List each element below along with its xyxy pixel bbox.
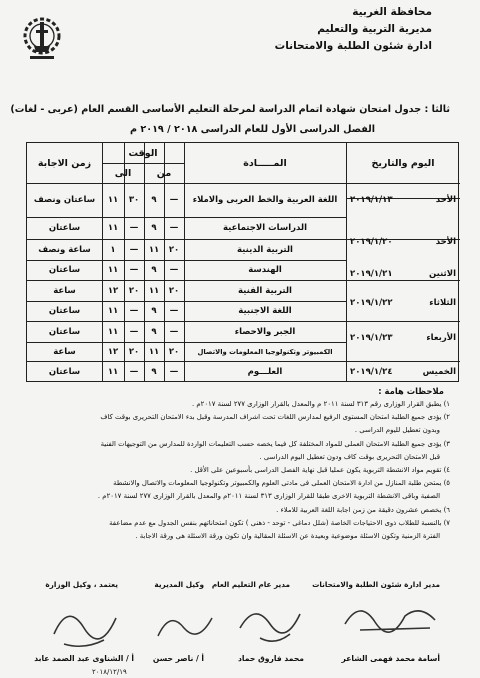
to-hour: ١١	[107, 195, 119, 205]
from-minutes: —	[169, 195, 179, 205]
subject-cell: اللغة الاجنبية	[238, 306, 292, 316]
duration-cell: ساعتان	[48, 223, 81, 233]
note-line: ٥) يمتحن طلبة المنازل من ادارة الامتحان العملى فى مادتى العلوم والكمبيوتر وتكنولوجيا المعلومات والاتصال والانشطة	[113, 479, 450, 488]
directorate-name: مديرية التربية والتعليم	[317, 23, 432, 35]
department-name: ادارة شئون الطلبة والامتحانات	[274, 40, 432, 52]
signature-scribble	[150, 600, 220, 650]
signatory-name: أ / الشناوى عبد الصمد عابد	[34, 654, 134, 663]
from-hour: ٩	[151, 195, 157, 205]
from-minutes: —	[169, 265, 179, 275]
signature-role: يعتمد ، وكيل الوزارة	[45, 580, 118, 589]
day-date-cell	[346, 361, 460, 383]
duration-cell: ساعتان	[48, 265, 81, 275]
signatory-name: أ / ناصر حسن	[152, 654, 204, 663]
signature-scribble	[230, 594, 320, 650]
to-hour: ١١	[107, 306, 119, 316]
note-line: ٣) يؤدى جميع الطلبة الامتحان العملى للمواد المختلفة كل فيما يخصه حسب التعليمات الواردة للمدارس من التوجيهات الفنية	[100, 439, 450, 448]
duration-cell: ساعتان	[48, 306, 81, 316]
note-line: ٢) يؤدى جميع الطلبة امتحان المستوى الرفيع لمدارس اللغات تحت اشراف المدرسة وقبل بدء الامتحان التحريرى بوقت كاف	[100, 413, 450, 422]
day-name: الاثنين	[428, 269, 456, 279]
exam-date: ٢٠١٩/١/٢٠	[350, 237, 393, 247]
exam-schedule-table	[26, 142, 459, 382]
duration-cell: ساعتان	[48, 366, 81, 377]
note-line: ١) يطبق القرار الوزارى رقم ٣١٣ لسنة ٢٠١١ م والمعدل بالقرار الوزارى ٢٧٧ لسنة ٢٠١٧م .	[191, 400, 450, 408]
notes-title: ملاحظات هامة :	[378, 386, 444, 396]
from-hour: ١١	[148, 244, 160, 255]
from-hour: ١١	[148, 346, 160, 357]
to-hour: ١	[110, 244, 116, 255]
to-hour: ١٢	[107, 285, 119, 296]
duration-cell: ساعة ونصف	[38, 244, 91, 255]
subject-cell: اللغة العربية والخط العربى والاملاء	[192, 195, 338, 205]
header-subject: المـــــادة	[243, 157, 287, 169]
day-name: الثلاثاء	[429, 298, 456, 308]
header-day-date: اليوم والتاريخ	[371, 157, 435, 169]
day-date-cell	[346, 293, 460, 313]
subject-cell: الدراسات الاجتماعية	[222, 223, 308, 233]
signature-role: وكيل المديرية	[154, 580, 204, 589]
day-name: الأحد	[435, 195, 456, 205]
subject-cell: الجبر والاحصاء	[234, 326, 296, 337]
from-hour: ٩	[151, 265, 157, 275]
to-hour: ١١	[107, 265, 119, 275]
note-line: الفترة الزمنية وتكون الاسئلة موضوعية وبعيدة عن الاسئلة المقالية وان تكون ورقة الاسئلة هى ورقة الاجابة .	[135, 532, 440, 541]
from-hour: ٩	[151, 306, 157, 316]
note-line: وبدون تعطيل لليوم الدراسى .	[354, 426, 440, 435]
from-hour: ٩	[151, 223, 157, 233]
subject-cell: الهندسة	[248, 265, 282, 275]
header-to: الى	[114, 167, 132, 179]
to-minutes: —	[129, 244, 139, 255]
from-minutes: —	[169, 223, 179, 233]
header-duration: زمن الاجابة	[37, 157, 92, 169]
directorate-logo-icon	[20, 12, 64, 68]
duration-cell: ساعتان	[48, 326, 81, 337]
header-block	[232, 4, 432, 55]
signature-scribble	[340, 594, 450, 638]
day-date-cell	[346, 261, 460, 287]
from-minutes: —	[169, 326, 179, 337]
to-minutes: —	[129, 326, 139, 337]
day-date-cell	[346, 229, 460, 255]
from-minutes: ٢٠	[168, 285, 180, 296]
signatory-name: محمد فاروق حماد	[238, 654, 304, 663]
exam-date: ٢٠١٩/١/٢١	[350, 269, 393, 279]
duration-cell: ساعة	[53, 346, 76, 357]
header-time: الوقت	[128, 147, 158, 159]
to-hour: ١١	[107, 223, 119, 233]
signature-scribble	[44, 594, 124, 654]
subject-cell: التربية الدينية	[237, 244, 293, 255]
note-line: ٧) بالنسبة للطلاب ذوى الاحتياجات الخاصة (شلل دماغى - توحد - ذهنى ) تكون امتحاناتهم بنفس الجدول مع عدم مضاعفة	[109, 518, 450, 527]
note-line: ٦) يخصص عشرون دقيقة من زمن اجابة اللغة العربية للاملاء .	[276, 505, 450, 514]
to-minutes: —	[129, 223, 139, 233]
to-hour: ١١	[107, 326, 119, 337]
day-name: الأربعاء	[426, 333, 456, 343]
signature-role: مدير ادارة شئون الطلبة والامتحانات	[312, 580, 440, 589]
note-line: ٤) تقويم مواد الانشطة التربوية يكون عمليا قبل نهاية الفصل الدراسى بأسبوعين على الأقل .	[190, 466, 450, 475]
from-minutes: —	[169, 366, 179, 377]
from-minutes: ٢٠	[168, 346, 180, 357]
exam-date: ٢٠١٩/١/٢٣	[350, 333, 393, 343]
subject-cell: التربية الفنية	[238, 285, 292, 296]
exam-date: ٢٠١٩/١/١٣	[350, 195, 393, 205]
to-minutes: —	[129, 265, 139, 275]
from-minutes: —	[169, 306, 179, 316]
to-hour: ١٢	[107, 346, 119, 357]
handwritten-date: ٢٠١٨/١٢/١٩	[92, 668, 127, 676]
to-hour: ١١	[107, 366, 119, 377]
note-line: الصفية وباقى الانشطة التربوية الاخرى طبقا للقرار الوزارى ٣١٣ لسنة ٢٠١١م والمعدل بالقرار الوزارى ٢٧٧ لسنة ٢٠١٧م .	[97, 492, 440, 501]
to-minutes: ٣٠	[128, 195, 140, 205]
document-title: ثالثا : جدول امتحان شهادة اتمام الدراسة لمرحلة التعليم الأساسى القسم العام (عربى - لغات)	[10, 104, 450, 115]
to-minutes: ٢٠	[128, 285, 140, 296]
day-name: الخميس	[422, 367, 456, 377]
exam-date: ٢٠١٩/١/٢٢	[350, 298, 393, 308]
duration-cell: ساعة	[53, 285, 76, 296]
day-date-cell	[346, 187, 460, 213]
from-hour: ١١	[148, 285, 160, 296]
subject-cell: الكمبيوتر وتكنولوجيا المعلومات والاتصال	[197, 347, 333, 356]
subject-cell: العلـــوم	[247, 366, 283, 377]
from-hour: ٩	[151, 366, 157, 377]
governorate-name: محافظة الغربية	[352, 6, 432, 18]
from-minutes: ٢٠	[168, 244, 180, 255]
day-date-cell	[346, 325, 460, 351]
signature-role: مدير عام التعليم العام	[211, 580, 290, 589]
to-minutes: —	[129, 366, 139, 377]
duration-cell: ساعتان ونصف	[33, 195, 96, 205]
note-line: قبل الامتحان التحريرى بوقت كاف ودون تعطيل اليوم الدراسى .	[259, 452, 440, 461]
exam-date: ٢٠١٩/١/٢٤	[350, 367, 393, 377]
signatory-name: أسامة محمد فهمى الشاعر	[341, 654, 440, 663]
notes-list	[20, 398, 450, 543]
header-from: من	[156, 167, 172, 179]
semester-title: الفصل الدراسى الأول للعام الدراسى ٢٠١٨ / ٢٠١٩ م	[129, 124, 375, 135]
to-minutes: ٢٠	[128, 346, 140, 357]
from-hour: ٩	[151, 326, 157, 337]
day-name: الأحد	[435, 237, 456, 247]
to-minutes: —	[129, 306, 139, 316]
